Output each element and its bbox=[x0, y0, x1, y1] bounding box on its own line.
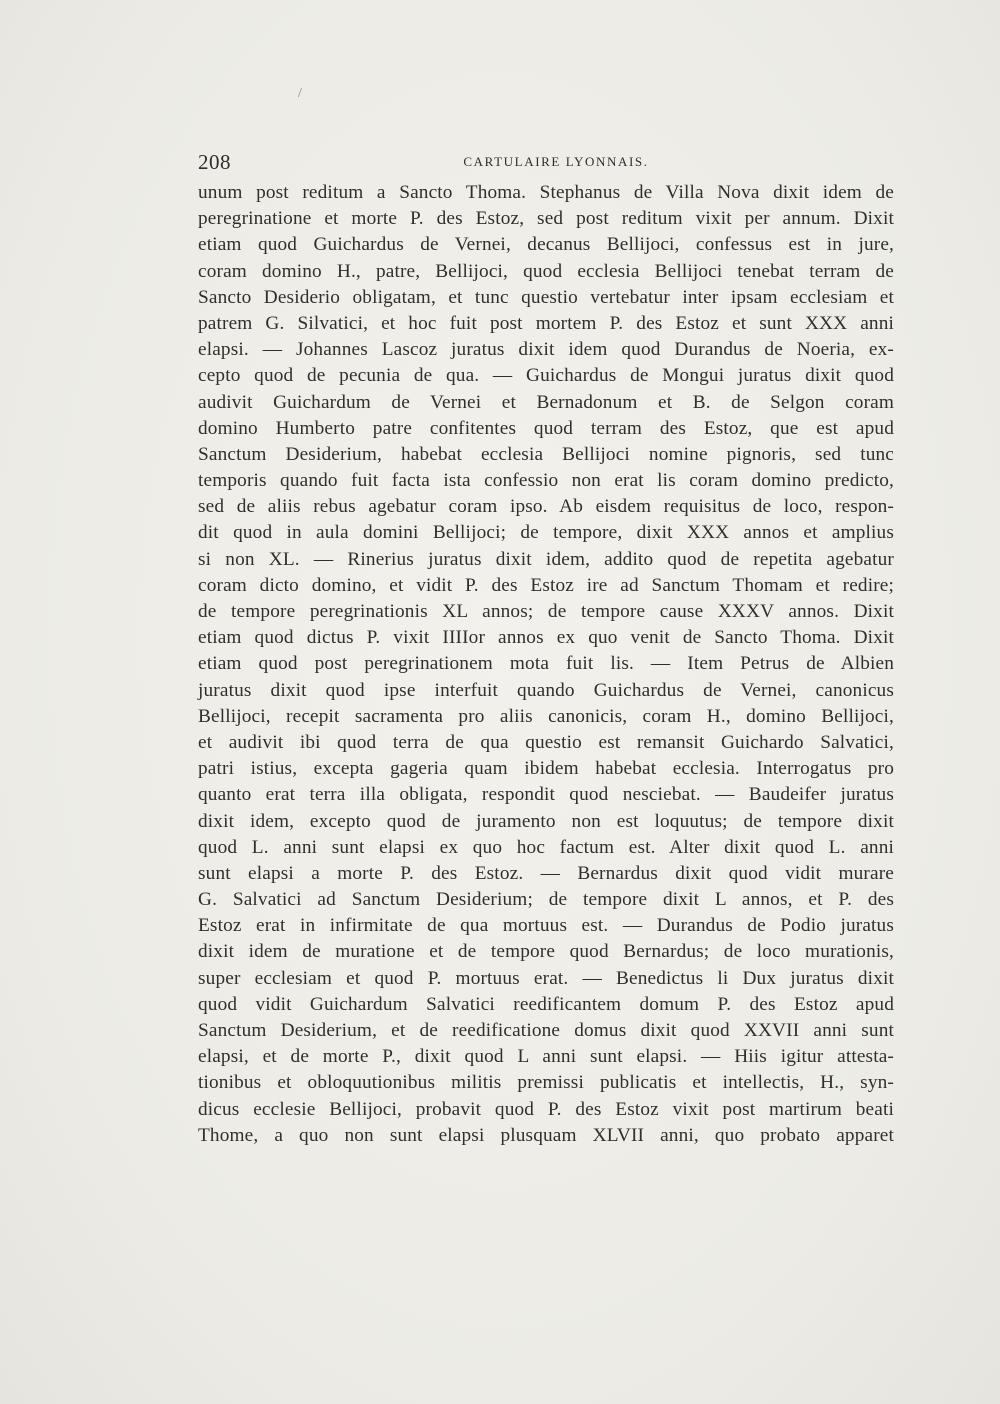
text-line: quod L. anni sunt elapsi ex quo hoc factum est. Alter dixit quod L. anni bbox=[198, 836, 894, 858]
text-line: dixit idem, excepto quod de juramento non est loquutus; de tempore dixit bbox=[198, 810, 894, 832]
text-line: domino Humberto patre confitentes quod terram des Estoz, que est apud bbox=[198, 417, 894, 439]
text-line: dit quod in aula domini Bellijoci; de tempore, dixit XXX annos et amplius bbox=[198, 522, 894, 544]
text-line: Bellijoci, recepit sacramenta pro aliis canonicis, coram H., domino Bellijoci, bbox=[198, 705, 894, 727]
text-line: coram dicto domino, et vidit P. des Estoz ire ad Sanctum Thomam et redire; bbox=[198, 574, 894, 596]
text-line: Estoz erat in infirmitate de qua mortuus est. — Durandus de Podio juratus bbox=[198, 915, 894, 937]
text-line: etiam quod Guichardus de Vernei, decanus Bellijoci, confessus est in jure, bbox=[198, 234, 894, 256]
text-line: et audivit ibi quod terra de qua questio est remansit Guichardo Salvatici, bbox=[198, 731, 894, 753]
text-line: etiam quod dictus P. vixit IIIIor annos ex quo venit de Sancto Thoma. Dixit bbox=[198, 627, 894, 649]
running-title: CARTULAIRE LYONNAIS. bbox=[463, 154, 649, 169]
text-line: super ecclesiam et quod P. mortuus erat. — Benedictus li Dux juratus dixit bbox=[198, 967, 894, 989]
text-line: Thome, a quo non sunt elapsi plusquam XLVII anni, quo probato apparet bbox=[198, 1124, 894, 1146]
text-line: quod vidit Guichardum Salvatici reedificantem domum P. des Estoz apud bbox=[198, 993, 894, 1015]
text-line: patri istius, excepta gageria quam ibidem habebat ecclesia. Interrogatus pro bbox=[198, 758, 894, 780]
text-line: Sanctum Desiderium, habebat ecclesia Bellijoci nomine pignoris, sed tunc bbox=[198, 443, 894, 465]
body-text bbox=[198, 180, 894, 1149]
text-line: Sancto Desiderio obligatam, et tunc questio vertebatur inter ipsam ecclesiam et bbox=[198, 286, 894, 308]
page-number: 208 bbox=[198, 150, 231, 174]
text-line: quanto erat terra illa obligata, respondit quod nesciebat. — Baudeifer juratus bbox=[198, 784, 894, 806]
text-line: dicus ecclesie Bellijoci, probavit quod P. des Estoz vixit post martirum beati bbox=[198, 1098, 894, 1120]
stray-mark: / bbox=[298, 86, 302, 101]
text-line: tionibus et obloquutionibus militis premissi publicatis et intellectis, H., syn- bbox=[198, 1072, 894, 1094]
text-line: si non XL. — Rinerius juratus dixit idem, addito quod de repetita agebatur bbox=[198, 548, 894, 570]
text-line: unum post reditum a Sancto Thoma. Stephanus de Villa Nova dixit idem de bbox=[198, 182, 894, 203]
text-line: G. Salvatici ad Sanctum Desiderium; de tempore dixit L annos, et P. des bbox=[198, 889, 894, 911]
text-line: patrem G. Silvatici, et hoc fuit post mortem P. des Estoz et sunt XXX anni bbox=[198, 312, 894, 334]
text-line: sed de aliis rebus agebatur coram ipso. Ab eisdem requisitus de loco, respon- bbox=[198, 496, 894, 518]
text-line: temporis quando fuit facta ista confessio non erat lis coram domino predicto, bbox=[198, 470, 894, 492]
text-line: sunt elapsi a morte P. des Estoz. — Bernardus dixit quod vidit murare bbox=[198, 862, 894, 884]
text-line: audivit Guichardum de Vernei et Bernadonum et B. de Selgon coram bbox=[198, 391, 894, 413]
text-line: peregrinatione et morte P. des Estoz, sed post reditum vixit per annum. Dixit bbox=[198, 208, 894, 230]
text-line: elapsi. — Johannes Lascoz juratus dixit idem quod Durandus de Noeria, ex- bbox=[198, 339, 894, 361]
text-line: Sanctum Desiderium, et de reedificatione domus dixit quod XXVII anni sunt bbox=[198, 1020, 894, 1041]
text-line: coram domino H., patre, Bellijoci, quod ecclesia Bellijoci tenebat terram de bbox=[198, 260, 894, 282]
text-line: juratus dixit quod ipse interfuit quando Guichardus de Vernei, canonicus bbox=[198, 679, 894, 701]
text-line: etiam quod post peregrinationem mota fuit lis. — Item Petrus de Albien bbox=[198, 653, 894, 675]
text-line: de tempore peregrinationis XL annos; de tempore cause XXXV annos. Dixit bbox=[198, 601, 894, 622]
text-line: cepto quod de pecunia de qua. — Guichardus de Mongui juratus dixit quod bbox=[198, 365, 894, 387]
text-line: elapsi, et de morte P., dixit quod L anni sunt elapsi. — Hiis igitur attesta- bbox=[198, 1046, 894, 1068]
page-header bbox=[198, 150, 894, 178]
text-line: dixit idem de muratione et de tempore quod Bernardus; de loco murationis, bbox=[198, 941, 894, 963]
